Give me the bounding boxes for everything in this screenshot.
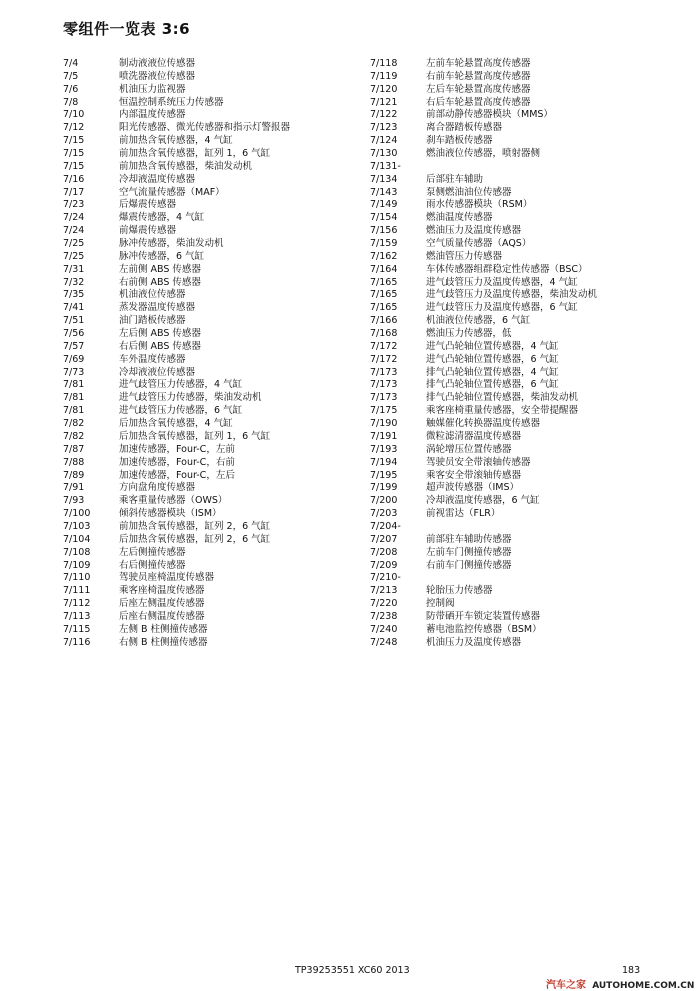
table-row — [370, 418, 670, 431]
component-code: 7/162 — [370, 250, 398, 262]
watermark — [546, 976, 694, 991]
footer-doc-id: TP39253551 XC60 2013 — [295, 965, 410, 976]
component-description: 后部驻车辅助 — [426, 173, 484, 185]
component-code: 7/81 — [63, 379, 85, 391]
table-row — [63, 367, 363, 380]
component-code: 7/100 — [63, 508, 91, 520]
table-row — [370, 199, 670, 212]
table-row — [370, 289, 670, 302]
table-row — [370, 624, 670, 637]
component-code: 7/17 — [63, 186, 85, 198]
watermark-url: AUTOHOME.COM.CN — [592, 981, 695, 991]
table-row — [370, 122, 670, 135]
component-description: 脉冲传感器，柴油发动机 — [119, 238, 224, 250]
component-description: 后座左侧温度传感器 — [119, 598, 205, 610]
table-row — [370, 508, 670, 521]
component-description: 进气歧管压力传感器，柴油发动机 — [119, 392, 262, 404]
component-code: 7/194 — [370, 456, 398, 468]
table-row — [370, 341, 670, 354]
table-row — [63, 174, 363, 187]
component-code: 7/15 — [63, 135, 85, 147]
component-code: 7/82 — [63, 418, 85, 430]
component-code: 7/16 — [63, 173, 85, 185]
component-description: 进气歧管压力及温度传感器，4 气缸 — [426, 276, 578, 288]
table-row — [370, 84, 670, 97]
component-description: 乘客重量传感器（OWS） — [119, 495, 228, 507]
table-row — [63, 470, 363, 483]
component-description: 机油压力监视器 — [119, 83, 186, 95]
component-description: 右前车轮悬置高度传感器 — [426, 70, 531, 82]
component-description: 驾驶员座椅温度传感器 — [119, 572, 215, 584]
component-description: 排气凸轮轴位置传感器，4 气缸 — [426, 366, 559, 378]
table-row — [63, 611, 363, 624]
table-row — [63, 572, 363, 585]
table-row — [63, 341, 363, 354]
table-row — [370, 572, 670, 585]
table-row — [63, 598, 363, 611]
component-description: 倾斜传感器模块（ISM） — [119, 508, 222, 520]
component-code: 7/116 — [63, 636, 91, 648]
component-description: 右前车门侧撞传感器 — [426, 559, 512, 571]
component-description: 进气歧管压力传感器，6 气缸 — [119, 405, 243, 417]
table-row — [63, 199, 363, 212]
component-description: 后加热含氧传感器，4 气缸 — [119, 418, 233, 430]
component-code: 7/113 — [63, 610, 91, 622]
table-row — [370, 547, 670, 560]
table-row — [63, 521, 363, 534]
component-code: 7/81 — [63, 405, 85, 417]
table-row — [63, 547, 363, 560]
component-description: 机油液位传感器，6 气缸 — [426, 315, 531, 327]
component-code: 7/168 — [370, 328, 398, 340]
table-row — [370, 302, 670, 315]
table-row — [63, 161, 363, 174]
table-row — [370, 58, 670, 71]
table-row — [63, 354, 363, 367]
table-row — [63, 251, 363, 264]
component-code: 7/207 — [370, 533, 398, 545]
table-row — [370, 444, 670, 457]
table-row — [63, 379, 363, 392]
component-description: 燃油液位传感器，喷射器侧 — [426, 148, 541, 160]
component-description: 机油液位传感器 — [119, 289, 186, 301]
component-code: 7/165 — [370, 302, 398, 314]
table-row — [63, 328, 363, 341]
component-description: 前部动静传感器模块（MMS） — [426, 109, 553, 121]
component-description: 乘客座椅重量传感器，安全带提醒器 — [426, 405, 579, 417]
component-code: 7/165 — [370, 276, 398, 288]
component-description: 雨水传感器模块（RSM） — [426, 199, 533, 211]
table-row — [63, 238, 363, 251]
table-row — [370, 470, 670, 483]
component-description: 前加热含氧传感器，柴油发动机 — [119, 160, 253, 172]
component-description: 制动液液位传感器 — [119, 58, 196, 69]
component-description: 前加热含氧传感器，缸列 2，6 气缸 — [119, 520, 271, 532]
component-description: 左前车轮悬置高度传感器 — [426, 58, 531, 69]
component-description: 左侧 B 柱侧撞传感器 — [119, 623, 208, 635]
component-code: 7/73 — [63, 366, 85, 378]
table-row — [63, 405, 363, 418]
table-row — [63, 457, 363, 470]
table-row — [63, 84, 363, 97]
component-description: 乘客安全带滚轴传感器 — [426, 469, 522, 481]
component-code: 7/121 — [370, 96, 398, 108]
component-code: 7/81 — [63, 392, 85, 404]
component-description: 喷洗器液位传感器 — [119, 70, 196, 82]
component-description: 左前车门侧撞传感器 — [426, 546, 512, 558]
component-code: 7/93 — [63, 495, 85, 507]
table-row — [63, 315, 363, 328]
component-description: 空气流量传感器（MAF） — [119, 186, 225, 198]
component-code: 7/200 — [370, 495, 398, 507]
component-code: 7/32 — [63, 276, 85, 288]
table-row — [370, 174, 670, 187]
component-description: 脉冲传感器，6 气缸 — [119, 250, 205, 262]
component-description: 方向盘角度传感器 — [119, 482, 196, 494]
component-code: 7/5 — [63, 70, 79, 82]
component-code: 7/119 — [370, 70, 398, 82]
component-description: 后加热含氧传感器，缸列 1，6 气缸 — [119, 430, 271, 442]
component-description: 驾驶员安全带滚轴传感器 — [426, 456, 531, 468]
table-row — [370, 212, 670, 225]
component-code: 7/89 — [63, 469, 85, 481]
component-code: 7/159 — [370, 238, 398, 250]
right-column — [370, 58, 670, 650]
component-code: 7/240 — [370, 623, 398, 635]
component-code: 7/199 — [370, 482, 398, 494]
component-description: 轮胎压力传感器 — [426, 585, 493, 597]
component-description: 车体传感器组群稳定性传感器（BSC） — [426, 263, 588, 275]
component-description: 前视雷达（FLR） — [426, 508, 501, 520]
table-row — [370, 598, 670, 611]
component-description: 右后侧 ABS 传感器 — [119, 340, 201, 352]
component-code: 7/220 — [370, 598, 398, 610]
table-row — [63, 148, 363, 161]
component-description: 油门踏板传感器 — [119, 315, 186, 327]
component-code: 7/35 — [63, 289, 85, 301]
table-row — [63, 534, 363, 547]
component-description: 后座右侧温度传感器 — [119, 610, 205, 622]
table-row — [370, 431, 670, 444]
component-description: 排气凸轮轴位置传感器，6 气缸 — [426, 379, 559, 391]
table-row — [63, 277, 363, 290]
component-description: 冷却液液位传感器 — [119, 366, 196, 378]
table-row — [63, 97, 363, 110]
component-code: 7/213 — [370, 585, 398, 597]
component-code: 7/173 — [370, 366, 398, 378]
component-code: 7/248 — [370, 636, 398, 648]
component-description: 进气歧管压力及温度传感器，柴油发动机 — [426, 289, 598, 301]
component-code: 7/112 — [63, 598, 91, 610]
component-description: 冷却液温度传感器，6 气缸 — [426, 495, 540, 507]
component-description: 控制阀 — [426, 598, 455, 610]
component-description: 燃油温度传感器 — [426, 212, 493, 224]
table-row — [370, 392, 670, 405]
component-description: 加速传感器，Four-C，左后 — [119, 469, 235, 481]
table-row — [63, 71, 363, 84]
component-code: 7/108 — [63, 546, 91, 558]
component-description: 右侧 B 柱侧撞传感器 — [119, 636, 208, 648]
component-code: 7/173 — [370, 392, 398, 404]
component-description: 左后侧撞传感器 — [119, 546, 186, 558]
component-description: 空气质量传感器（AQS） — [426, 238, 532, 250]
table-row — [63, 560, 363, 573]
table-row — [370, 534, 670, 547]
table-row — [63, 392, 363, 405]
table-row — [63, 418, 363, 431]
component-code: 7/23 — [63, 199, 85, 211]
component-description: 进气歧管压力传感器，4 气缸 — [119, 379, 243, 391]
component-description: 进气凸轮轴位置传感器，4 气缸 — [426, 340, 559, 352]
component-code: 7/109 — [63, 559, 91, 571]
table-row — [63, 585, 363, 598]
component-description: 爆震传感器，4 气缸 — [119, 212, 205, 224]
component-code: 7/172 — [370, 353, 398, 365]
component-description: 触媒催化转换器温度传感器 — [426, 418, 541, 430]
component-code: 7/120 — [370, 83, 398, 95]
component-description: 后加热含氧传感器，缸列 2，6 气缸 — [119, 533, 271, 545]
table-row — [370, 611, 670, 624]
component-code: 7/15 — [63, 160, 85, 172]
component-description: 燃油管压力传感器 — [426, 250, 503, 262]
component-code: 7/131- — [370, 160, 401, 172]
component-description: 泵侧燃油油位传感器 — [426, 186, 512, 198]
component-code: 7/130 — [370, 148, 398, 160]
table-row — [63, 187, 363, 200]
component-code: 7/209 — [370, 559, 398, 571]
table-row — [370, 328, 670, 341]
table-row — [370, 315, 670, 328]
component-description: 加速传感器，Four-C，左前 — [119, 443, 235, 455]
component-code: 7/41 — [63, 302, 85, 314]
table-row — [370, 354, 670, 367]
component-code: 7/25 — [63, 238, 85, 250]
component-description: 冷却液温度传感器 — [119, 173, 196, 185]
table-row — [370, 161, 670, 174]
component-code: 7/118 — [370, 58, 398, 69]
component-description: 加速传感器，Four-C，右前 — [119, 456, 235, 468]
component-description: 左后车轮悬置高度传感器 — [426, 83, 531, 95]
table-row — [370, 379, 670, 392]
table-row — [370, 109, 670, 122]
watermark-brand: 汽车之家 — [546, 980, 586, 991]
component-code: 7/156 — [370, 225, 398, 237]
component-description: 车外温度传感器 — [119, 353, 186, 365]
table-row — [63, 302, 363, 315]
component-code: 7/57 — [63, 340, 85, 352]
component-description: 后爆震传感器 — [119, 199, 177, 211]
component-description: 左后侧 ABS 传感器 — [119, 328, 201, 340]
table-row — [63, 508, 363, 521]
component-description: 右前侧 ABS 传感器 — [119, 276, 201, 288]
component-code: 7/203 — [370, 508, 398, 520]
component-code: 7/110 — [63, 572, 91, 584]
component-description: 右后侧撞传感器 — [119, 559, 186, 571]
component-description: 超声波传感器（IMS） — [426, 482, 520, 494]
component-code: 7/165 — [370, 289, 398, 301]
table-row — [63, 624, 363, 637]
component-description: 排气凸轮轴位置传感器，柴油发动机 — [426, 392, 579, 404]
table-row — [63, 495, 363, 508]
component-code: 7/143 — [370, 186, 398, 198]
component-code: 7/87 — [63, 443, 85, 455]
table-row — [63, 431, 363, 444]
component-description: 离合器踏板传感器 — [426, 122, 503, 134]
table-row — [63, 225, 363, 238]
table-row — [370, 560, 670, 573]
table-row — [370, 264, 670, 277]
component-description: 右后车轮悬置高度传感器 — [426, 96, 531, 108]
table-row — [63, 122, 363, 135]
table-row — [370, 251, 670, 264]
table-row — [370, 405, 670, 418]
component-description: 前加热含氧传感器，缸列 1，6 气缸 — [119, 148, 271, 160]
component-code: 7/111 — [63, 585, 91, 597]
component-description: 恒温控制系统压力传感器 — [119, 96, 224, 108]
component-code: 7/12 — [63, 122, 85, 134]
component-code: 7/82 — [63, 430, 85, 442]
component-code: 7/164 — [370, 263, 398, 275]
component-code: 7/25 — [63, 250, 85, 262]
component-code: 7/10 — [63, 109, 85, 121]
component-code: 7/134 — [370, 173, 398, 185]
component-description: 燃油压力传感器，低 — [426, 328, 512, 340]
component-code: 7/122 — [370, 109, 398, 121]
table-row — [370, 97, 670, 110]
component-code: 7/6 — [63, 83, 79, 95]
component-description: 刹车踏板传感器 — [426, 135, 493, 147]
component-code: 7/91 — [63, 482, 85, 494]
table-row — [63, 109, 363, 122]
component-code: 7/24 — [63, 225, 85, 237]
component-description: 进气凸轮轴位置传感器，6 气缸 — [426, 353, 559, 365]
component-description: 内部温度传感器 — [119, 109, 186, 121]
component-description: 燃油压力及温度传感器 — [426, 225, 522, 237]
component-code: 7/193 — [370, 443, 398, 455]
component-code: 7/8 — [63, 96, 79, 108]
component-code: 7/88 — [63, 456, 85, 468]
component-code: 7/191 — [370, 430, 398, 442]
table-row — [370, 135, 670, 148]
component-code: 7/204- — [370, 520, 401, 532]
table-row — [370, 482, 670, 495]
component-description: 左前侧 ABS 传感器 — [119, 263, 201, 275]
table-row — [370, 637, 670, 650]
table-row — [63, 444, 363, 457]
component-code: 7/4 — [63, 58, 79, 69]
component-description: 微粒滤清器温度传感器 — [426, 430, 522, 442]
table-row — [370, 148, 670, 161]
component-code: 7/172 — [370, 340, 398, 352]
component-code: 7/173 — [370, 379, 398, 391]
component-description: 前加热含氧传感器，4 气缸 — [119, 135, 233, 147]
component-code: 7/31 — [63, 263, 85, 275]
component-description: 防带硒开车锁定装置传感器 — [426, 610, 541, 622]
table-row — [63, 135, 363, 148]
component-code: 7/154 — [370, 212, 398, 224]
component-code: 7/190 — [370, 418, 398, 430]
component-description: 前爆震传感器 — [119, 225, 177, 237]
component-code: 7/24 — [63, 212, 85, 224]
component-code: 7/103 — [63, 520, 91, 532]
component-description: 阳光传感器、微光传感器和指示灯警报器 — [119, 122, 291, 134]
table-row — [63, 264, 363, 277]
component-code: 7/195 — [370, 469, 398, 481]
page-number: 183 — [622, 965, 641, 976]
component-code: 7/124 — [370, 135, 398, 147]
table-row — [63, 637, 363, 650]
table-row — [370, 495, 670, 508]
table-row — [370, 238, 670, 251]
table-row — [370, 585, 670, 598]
component-code: 7/104 — [63, 533, 91, 545]
table-row — [63, 212, 363, 225]
component-code: 7/69 — [63, 353, 85, 365]
component-code: 7/210- — [370, 572, 401, 584]
component-code: 7/238 — [370, 610, 398, 622]
component-description: 前部驻车辅助传感器 — [426, 533, 512, 545]
component-description: 进气歧管压力及温度传感器，6 气缸 — [426, 302, 578, 314]
component-code: 7/166 — [370, 315, 398, 327]
component-description: 机油压力及温度传感器 — [426, 636, 522, 648]
component-code: 7/175 — [370, 405, 398, 417]
table-row — [370, 521, 670, 534]
component-code: 7/123 — [370, 122, 398, 134]
component-code: 7/56 — [63, 328, 85, 340]
component-code: 7/51 — [63, 315, 85, 327]
table-row — [370, 367, 670, 380]
left-column — [63, 58, 363, 650]
table-row — [370, 225, 670, 238]
table-row — [63, 482, 363, 495]
table-row — [63, 58, 363, 71]
component-code: 7/115 — [63, 623, 91, 635]
component-description: 涡轮增压位置传感器 — [426, 443, 512, 455]
table-row — [63, 289, 363, 302]
component-code: 7/15 — [63, 148, 85, 160]
component-description: 蓄电池监控传感器（BSM） — [426, 623, 542, 635]
table-row — [370, 277, 670, 290]
table-row — [370, 71, 670, 84]
component-description: 蒸发器温度传感器 — [119, 302, 196, 314]
component-description: 乘客座椅温度传感器 — [119, 585, 205, 597]
table-row — [370, 187, 670, 200]
table-row — [370, 457, 670, 470]
component-code: 7/208 — [370, 546, 398, 558]
component-code: 7/149 — [370, 199, 398, 211]
page-title: 零组件一览表 3:6 — [63, 20, 191, 38]
